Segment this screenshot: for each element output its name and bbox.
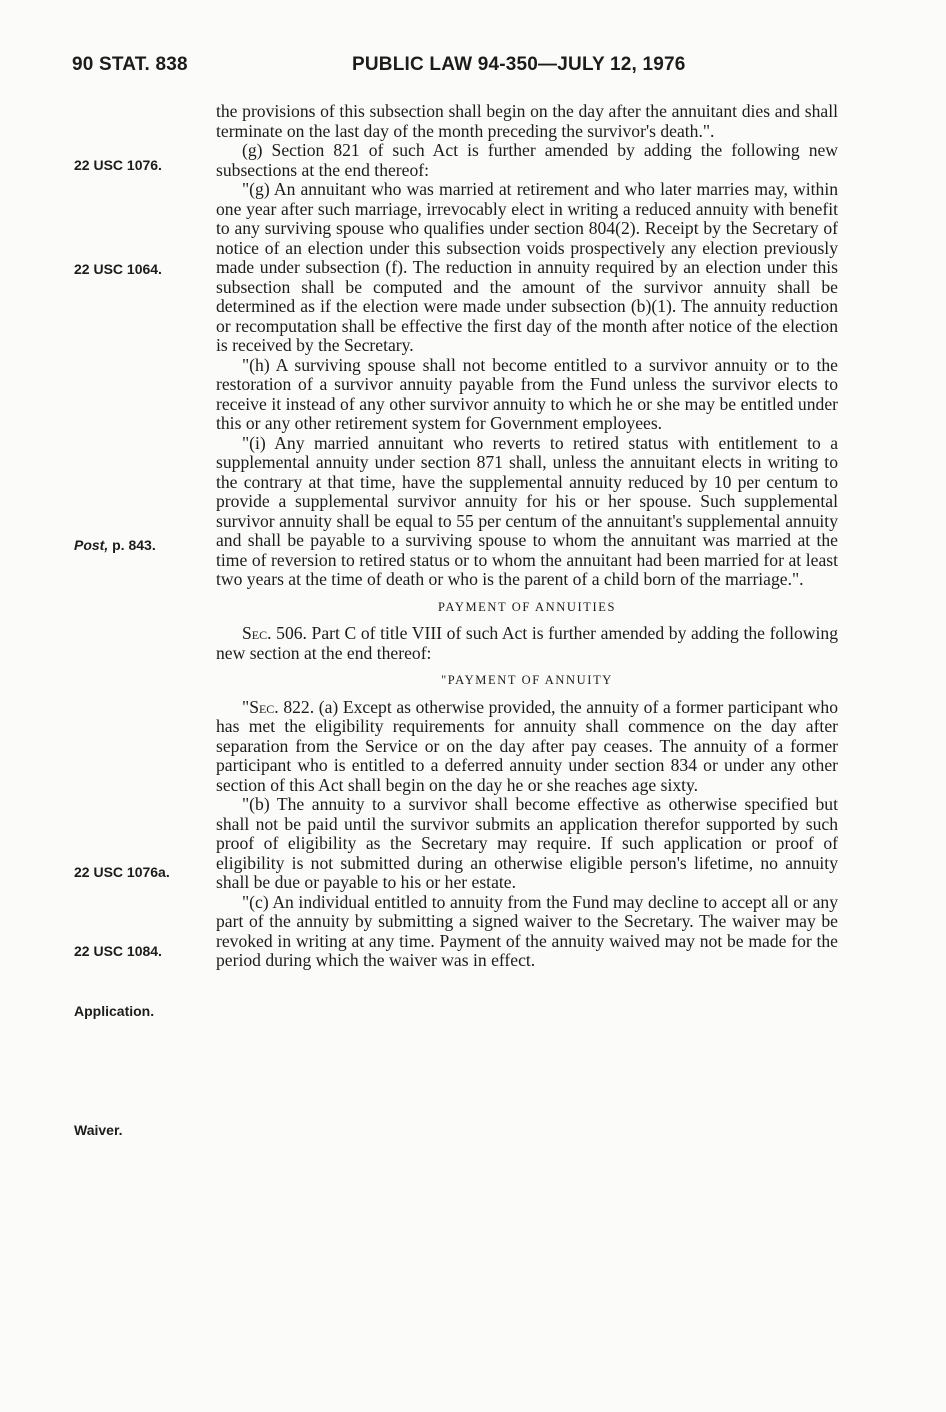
stat-reference: 90 STAT. 838	[72, 54, 188, 75]
paragraph-sec-506	[216, 624, 838, 663]
margin-note-usc-1084: 22 USC 1084.	[74, 943, 162, 959]
margin-note-usc-1076: 22 USC 1076.	[74, 157, 162, 173]
sec-label: Sec.	[242, 623, 272, 643]
sec-822a-text: 822. (a) Except as otherwise provided, the annuity of a former participant who has met the eligibility requirements for annuity shall commence on the day after separation from the Service or on the day after pay ceases. The annuity of a former participant who is entitled to a deferred annuity under section 834 or under any other section of this Act shall begin on the day he or she reaches age sixty.	[216, 696, 838, 795]
margin-note-application: Application.	[74, 1003, 155, 1019]
heading-payment-of-annuity: "PAYMENT OF ANNUITY	[441, 673, 613, 687]
margin-note-usc-1064: 22 USC 1064.	[74, 261, 162, 277]
paragraph-continuation: the provisions of this subsection shall begin on the day after the annuitant dies and shall terminate on the last day of the month preceding the survivor's death.".	[216, 101, 838, 141]
margin-note-post-p843	[74, 537, 156, 553]
paragraph-section-g: (g) Section 821 of such Act is further amended by adding the following new subsections at the end thereof:	[216, 140, 838, 180]
margin-note-post-italic: Post,	[74, 537, 109, 553]
open-quote: "	[242, 696, 250, 717]
paragraph-subsection-g: "(g) An annuitant who was married at retirement and who later marries may, within one year after such marriage, irrevocably elect in writing a reduced annuity with benefit to any surviving spouse who qualifies under section 804(2). Receipt by the Secretary of notice of an election under this subsection voids prospectively any election previously made under subsection (f). The reduction in annuity required by an election under this subsection shall be computed and the amount of the survivor annuity shall be determined as if the election were made under subsection (b)(1). The annuity reduction or recomputation shall be effective the first day of the month after notice of the election is received by the Secretary.	[216, 179, 838, 355]
margin-note-post-page: p. 843.	[108, 537, 156, 553]
paragraph-subsection-i: "(i) Any married annuitant who reverts to retired status with entitlement to a supplemental annuity under section 871 shall, unless the annuitant elects in writing to the contrary at that time, have the supplemental annuity reduced by 10 per centum to provide a supplemental survivor annuity for his or her spouse. Such supplemental survivor annuity shall be equal to 55 per centum of the annuitant's supplemental annuity and shall be payable to a surviving spouse to whom the annuitant was married at the time of reversion to retired status or to whom the annuitant had been married for at least two years at the time of death or who is the parent of a child born of the marriage.".	[216, 432, 838, 589]
sec-506-text: 506. Part C of title VIII of such Act is further amended by adding the following new section at the end thereof:	[216, 623, 838, 663]
statute-text	[216, 102, 838, 971]
paragraph-822b: "(b) The annuity to a survivor shall become effective as otherwise specified but shall not be paid until the survivor submits an application therefor supported by such proof of eligibility as the Secretary may require. If such application or proof of eligibility is not submitted during an otherwise eligible person's lifetime, no annuity shall be due or payable to his or her estate.	[216, 794, 838, 892]
sec-label: Sec.	[249, 696, 279, 717]
law-title: PUBLIC LAW 94-350—JULY 12, 1976	[352, 54, 686, 75]
paragraph-822c: "(c) An individual entitled to annuity from the Fund may decline to accept all or any part of the annuity by submitting a signed waiver to the Secretary. The waiver may be revoked in writing at any time. Payment of the annuity waived may not be made for the period during which the waiver was in effect.	[216, 891, 838, 970]
margin-note-usc-1076a: 22 USC 1076a.	[74, 864, 170, 880]
paragraph-sec-822a	[216, 698, 838, 796]
margin-note-waiver: Waiver.	[74, 1122, 123, 1138]
heading-payment-of-annuities: PAYMENT OF ANNUITIES	[437, 599, 617, 614]
paragraph-subsection-h: "(h) A surviving spouse shall not become entitled to a survivor annuity or to the restoration of a survivor annuity payable from the Fund unless the survivor elects to receive it instead of any other survivor annuity to which he or she may be entitled under this or any other retirement system for Government employees.	[216, 354, 838, 433]
